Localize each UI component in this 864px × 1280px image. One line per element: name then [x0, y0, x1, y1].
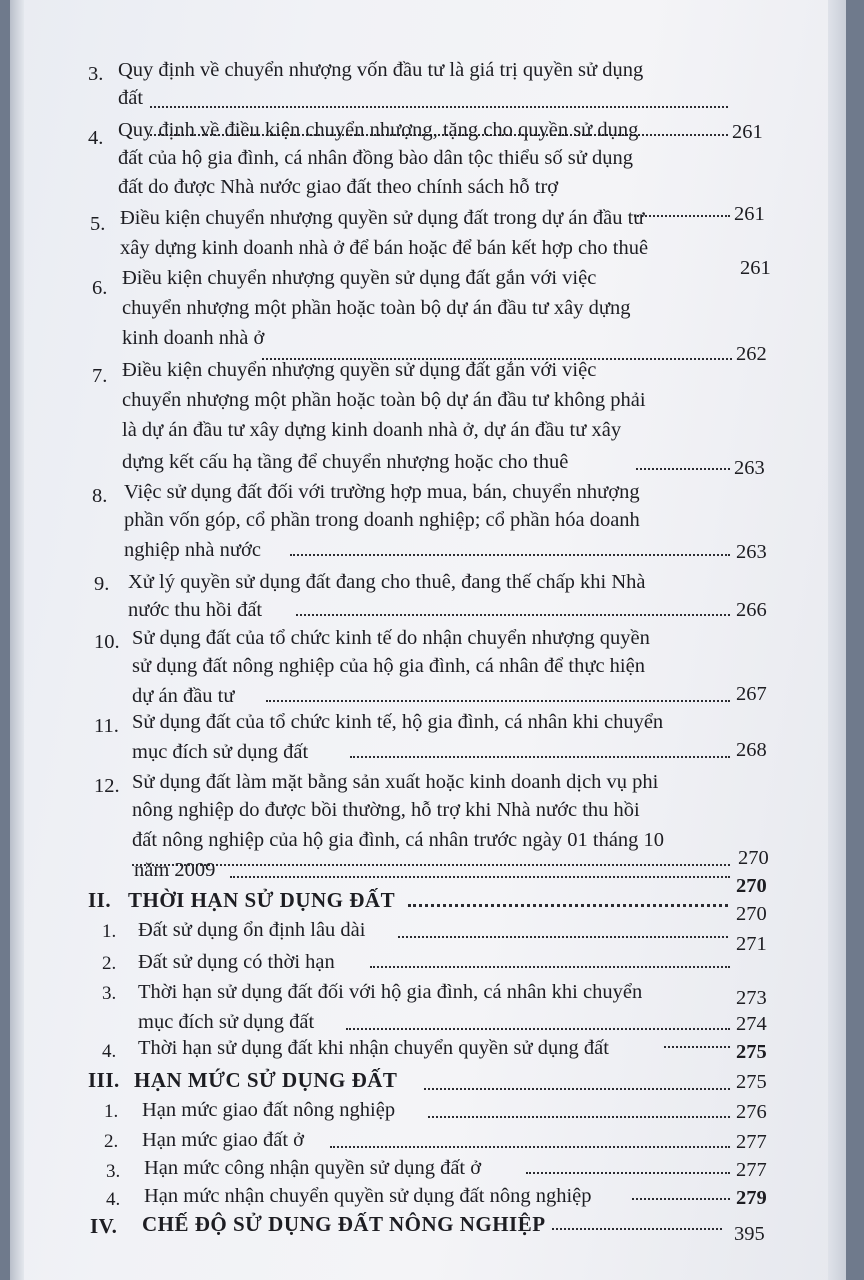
entry-number: 11. — [94, 715, 119, 737]
item-text: Đất sử dụng ổn định lâu dài — [138, 919, 366, 941]
dot-leader — [330, 1146, 730, 1148]
entry-line: dự án đầu tư — [132, 685, 235, 707]
item-page: 277 — [736, 1159, 767, 1181]
entry-number: 12. — [94, 775, 120, 797]
item-text: Hạn mức giao đất ở — [142, 1129, 304, 1151]
dot-leader — [632, 1198, 730, 1200]
entry-line: Điều kiện chuyển nhượng quyền sử dụng đất gắn với việc — [122, 359, 597, 381]
entry-line: là dự án đầu tư xây dựng kinh doanh nhà ở, dự án đầu tư xây — [122, 419, 622, 441]
item-text: Thời hạn sử dụng đất đối với hộ gia đình, cá nhân khi chuyển — [138, 981, 643, 1003]
section-title: CHẾ ĐỘ SỬ DỤNG ĐẤT NÔNG NGHIỆP — [142, 1212, 546, 1236]
item-text: Hạn mức nhận chuyển quyền sử dụng đất nông nghiệp — [144, 1185, 592, 1207]
item-page: 279 — [736, 1187, 767, 1209]
item-text: Thời hạn sử dụng đất khi nhận chuyển quyền sử dụng đất — [138, 1037, 609, 1059]
section-page: 270 — [736, 875, 767, 897]
item-page: 271 — [736, 933, 767, 955]
entry-number: 4. — [88, 127, 104, 149]
dot-leader — [370, 966, 730, 968]
entry-number: 6. — [92, 277, 108, 299]
dot-leader — [424, 1088, 730, 1090]
section-title: HẠN MỨC SỬ DỤNG ĐẤT — [134, 1068, 398, 1092]
entry-line: Sử dụng đất của tổ chức kinh tế, hộ gia đình, cá nhân khi chuyển — [132, 711, 664, 733]
entry-page: 263 — [736, 541, 767, 563]
dot-leader — [664, 1046, 730, 1048]
dot-leader — [290, 554, 730, 556]
item-number: 1. — [102, 921, 117, 942]
entry-line: nghiệp nhà nước — [124, 539, 261, 561]
entry-line: đất của hộ gia đình, cá nhân đồng bào dân tộc thiểu số sử dụng — [118, 147, 633, 169]
entry-line: kinh doanh nhà ở — [122, 327, 265, 349]
section-page: 275 — [736, 1071, 767, 1093]
item-page: 274 — [736, 1013, 767, 1035]
entry-line: đất do được Nhà nước giao đất theo chính sách hỗ trợ — [118, 176, 559, 198]
entry-page: 261 — [734, 203, 765, 225]
dot-leader — [526, 1172, 730, 1174]
dot-leader — [398, 936, 728, 938]
entry-line: mục đích sử dụng đất — [132, 741, 309, 763]
entry-line: Điều kiện chuyển nhượng quyền sử dụng đất gắn với việc — [122, 267, 597, 289]
entry-line: xây dựng kinh doanh nhà ở để bán hoặc để bán kết hợp cho thuê — [120, 237, 649, 259]
item-number: 2. — [102, 953, 117, 974]
item-number: 1. — [104, 1101, 119, 1122]
book-page — [10, 0, 846, 1280]
item-number: 4. — [106, 1189, 121, 1210]
section-number: III. — [88, 1068, 120, 1092]
dot-leader — [634, 215, 730, 217]
item-text: mục đích sử dụng đất — [138, 1011, 315, 1033]
entry-number: 9. — [94, 573, 110, 595]
page-number: 395 — [734, 1223, 765, 1245]
item-number: 3. — [102, 983, 117, 1004]
entry-number: 5. — [90, 213, 106, 235]
section-number: IV. — [90, 1214, 118, 1238]
entry-line: dựng kết cấu hạ tầng để chuyển nhượng hoặc cho thuê — [122, 451, 569, 473]
entry-line: chuyển nhượng một phần hoặc toàn bộ dự án đầu tư không phải — [122, 389, 646, 411]
entry-page: 261 — [732, 121, 763, 143]
entry-page: 263 — [734, 457, 765, 479]
item-number: 4. — [102, 1041, 117, 1062]
entry-page: 262 — [736, 343, 767, 365]
entry-line: nông nghiệp do được bồi thường, hỗ trợ khi Nhà nước thu hồi — [132, 799, 640, 821]
entry-line: phần vốn góp, cổ phần trong doanh nghiệp; cổ phần hóa doanh — [124, 509, 640, 531]
dot-leader — [636, 468, 730, 470]
dot-leader — [428, 1116, 730, 1118]
entry-line: Điều kiện chuyển nhượng quyền sử dụng đất trong dự án đầu tư — [120, 207, 645, 229]
dot-leader — [230, 876, 730, 878]
entry-line: Việc sử dụng đất đối với trường hợp mua, bán, chuyển nhượng — [124, 481, 640, 503]
dot-leader — [346, 1028, 730, 1030]
entry-page: 270 — [738, 847, 769, 869]
entry-number: 3. — [88, 63, 104, 85]
entry-line: chuyển nhượng một phần hoặc toàn bộ dự án đầu tư xây dựng — [122, 297, 631, 319]
entry-line: Xử lý quyền sử dụng đất đang cho thuê, đang thế chấp khi Nhà — [128, 571, 646, 593]
item-page: 276 — [736, 1101, 767, 1123]
entry-page: 261 — [740, 257, 771, 279]
entry-number: 10. — [94, 631, 120, 653]
dot-leader — [132, 864, 730, 866]
dot-leader — [266, 700, 730, 702]
entry-page: 267 — [736, 683, 767, 705]
entry-page: 266 — [736, 599, 767, 621]
item-number: 2. — [104, 1131, 119, 1152]
dot-leader — [350, 756, 730, 758]
entry-line: đất — [118, 87, 144, 109]
item-page: 270 — [736, 903, 767, 925]
entry-number: 8. — [92, 485, 108, 507]
dot-leader — [408, 904, 728, 907]
entry-line: năm 2009 — [134, 859, 216, 881]
item-page: 277 — [736, 1131, 767, 1153]
dot-leader — [552, 1228, 722, 1230]
item-text: Hạn mức công nhận quyền sử dụng đất ở — [144, 1157, 482, 1179]
entry-line: Quy định về chuyển nhượng vốn đầu tư là giá trị quyền sử dụng — [118, 59, 644, 81]
entry-line: đất nông nghiệp của hộ gia đình, cá nhân trước ngày 01 tháng 10 — [132, 829, 665, 851]
item-number: 3. — [106, 1161, 121, 1182]
entry-line: sử dụng đất nông nghiệp của hộ gia đình, cá nhân để thực hiện — [132, 655, 645, 677]
entry-line: Sử dụng đất làm mặt bằng sản xuất hoặc kinh doanh dịch vụ phi — [132, 771, 659, 793]
table-of-contents — [10, 0, 846, 1280]
item-page: 273 — [736, 987, 767, 1009]
dot-leader — [296, 614, 730, 616]
entry-line: Quy định về điều kiện chuyển nhượng, tặng cho quyền sử dụng — [118, 119, 639, 141]
item-text: Đất sử dụng có thời hạn — [138, 951, 335, 973]
section-title: THỜI HẠN SỬ DỤNG ĐẤT — [128, 888, 396, 912]
section-number: II. — [88, 888, 112, 912]
entry-line: nước thu hồi đất — [128, 599, 263, 621]
entry-line: Sử dụng đất của tổ chức kinh tế do nhận chuyển nhượng quyền — [132, 627, 650, 649]
item-text: Hạn mức giao đất nông nghiệp — [142, 1099, 396, 1121]
dot-leader — [150, 106, 728, 108]
item-page: 275 — [736, 1041, 767, 1063]
entry-page: 268 — [736, 739, 767, 761]
entry-number: 7. — [92, 365, 108, 387]
